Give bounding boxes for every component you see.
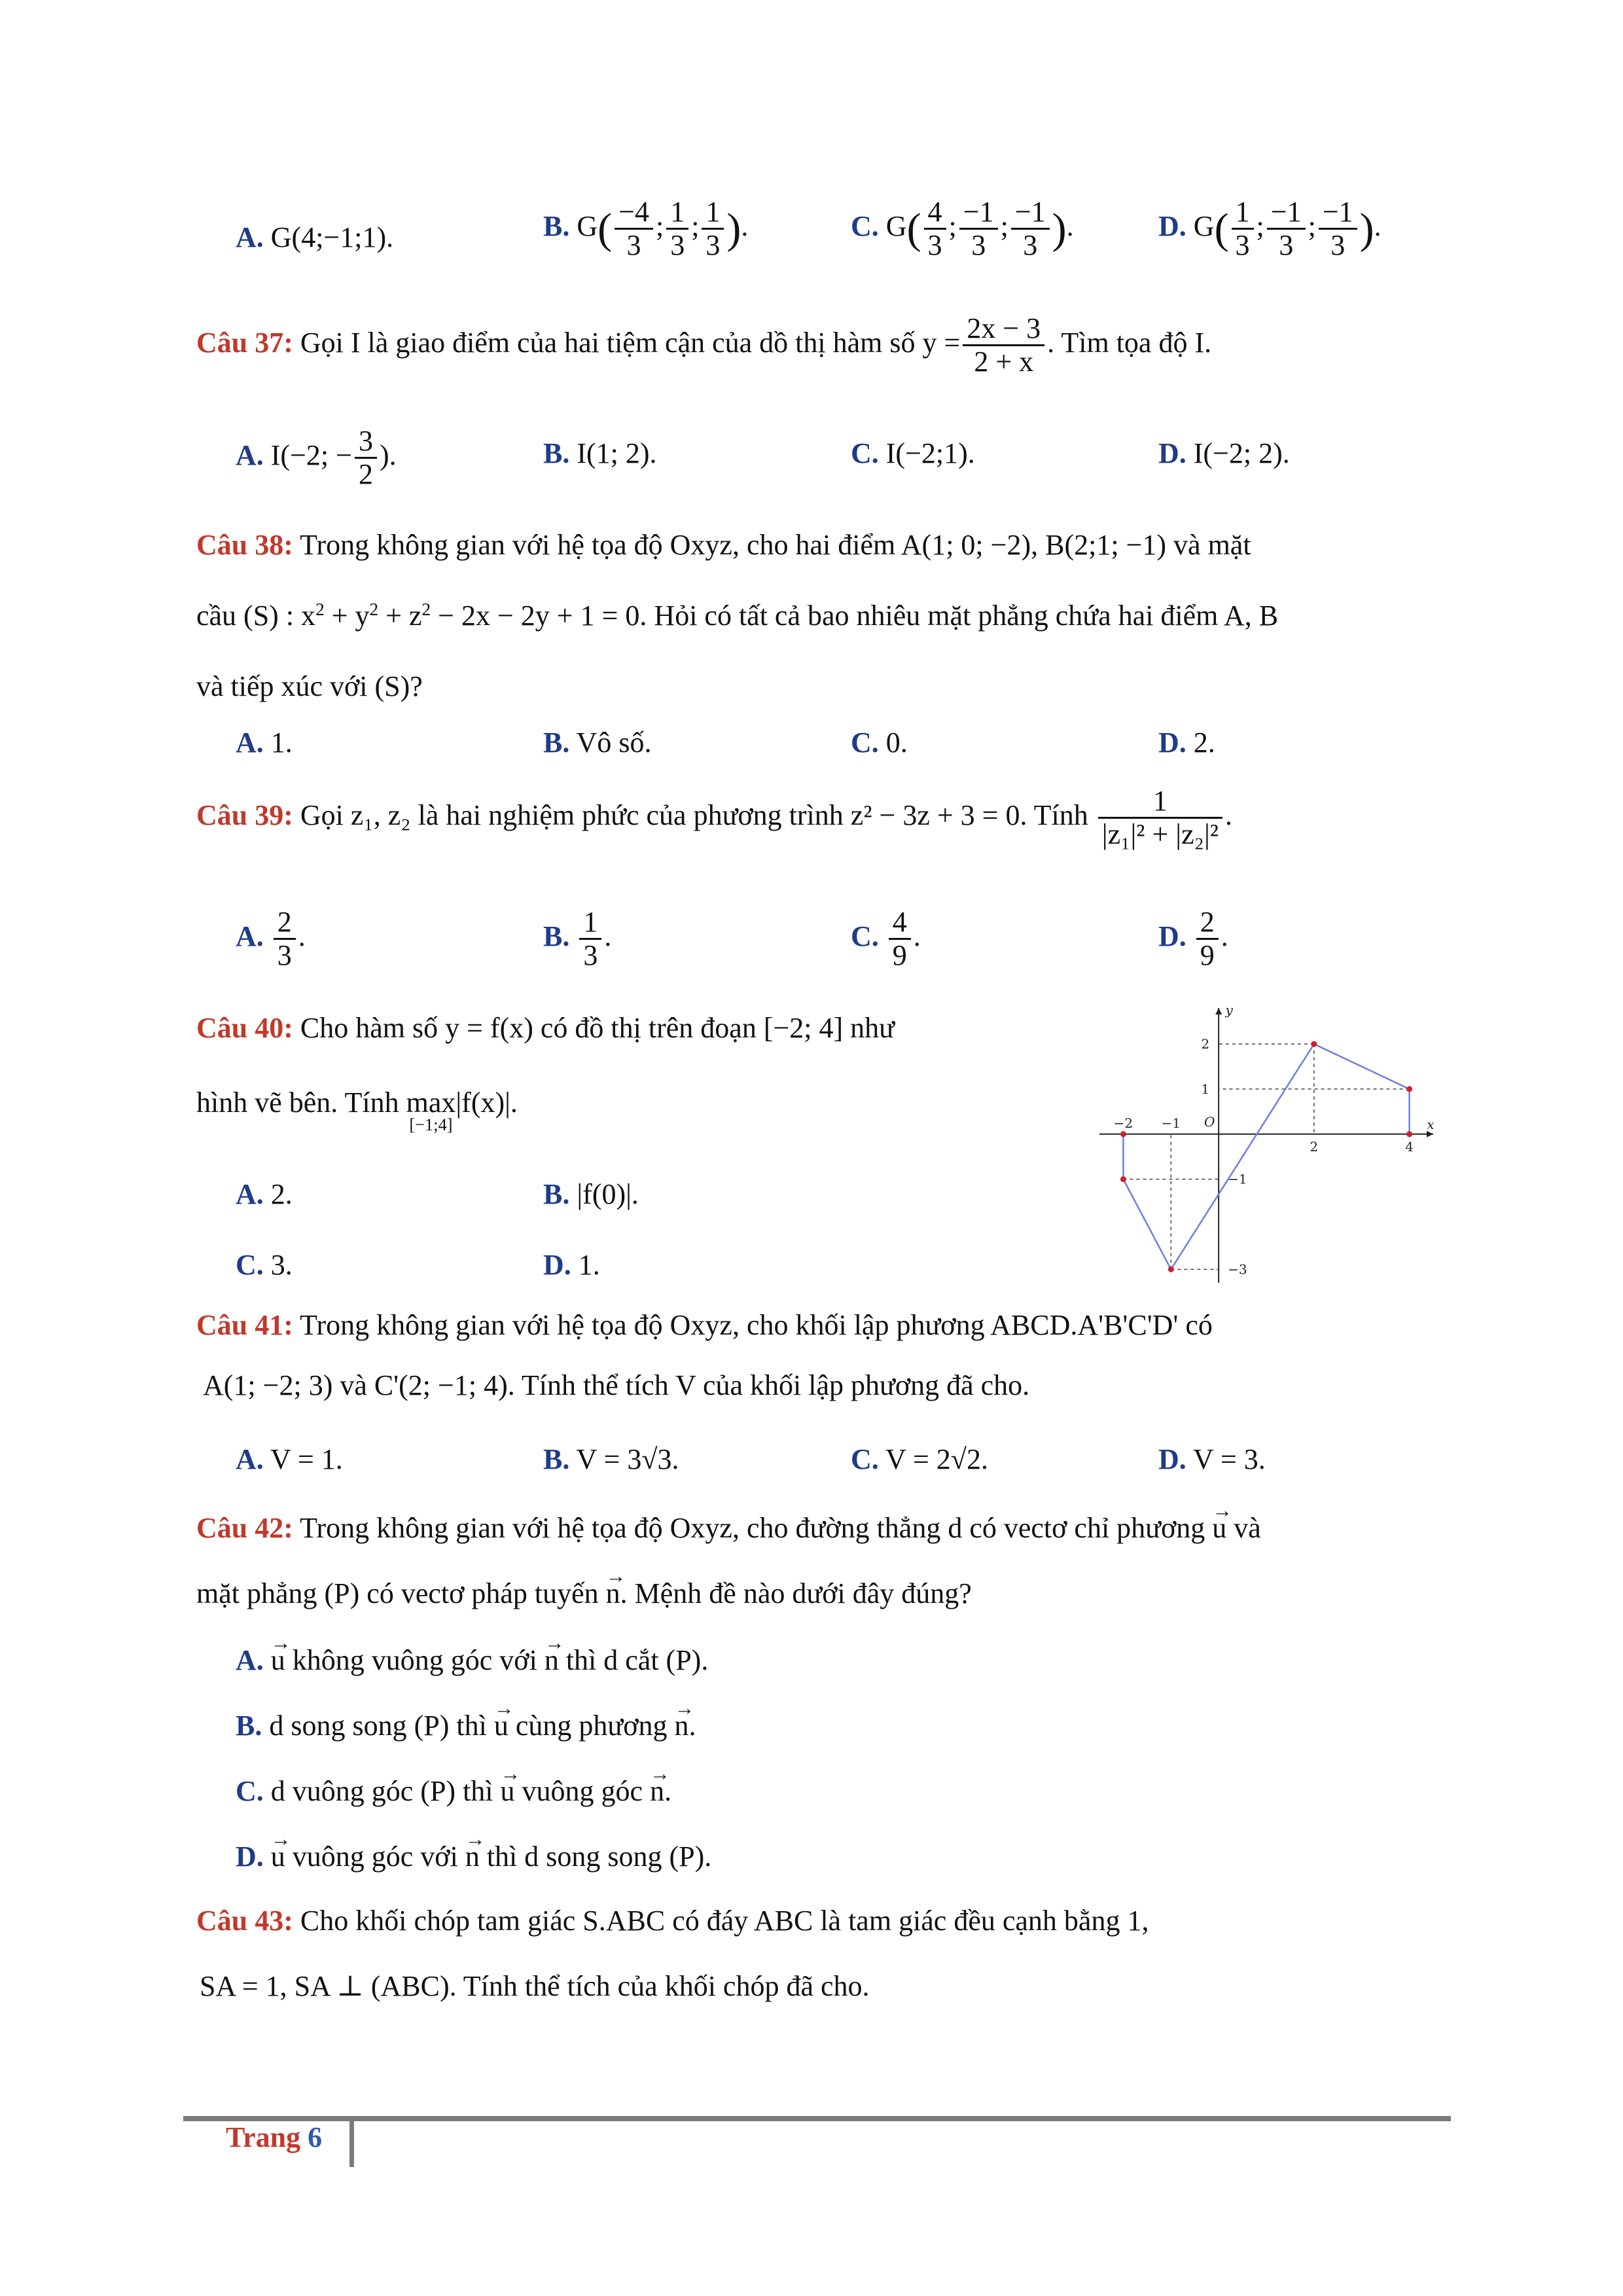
y-axis-arrow xyxy=(1215,1008,1222,1014)
function-graph xyxy=(1086,995,1453,1296)
vector-n: → n xyxy=(606,1577,620,1611)
graph-point xyxy=(1406,1086,1412,1092)
q40-line1: Câu 40: Cho hàm số y = f(x) có đồ thị trên đoạn [−2; 4] như xyxy=(196,1012,895,1044)
q39-option-c: C. $\frac{4}{9}$ . xyxy=(851,906,921,972)
option-letter: B. xyxy=(543,209,570,242)
q37-option-c: C. I(−2;1). xyxy=(851,437,975,469)
q41-option-d: D. V = 3. xyxy=(1158,1443,1266,1475)
y-tick-label: 2 xyxy=(1201,1036,1210,1052)
option-prefix: G xyxy=(577,209,598,242)
question-text: Gọi I là giao điểm của hai tiệm cận của dồ thị hàm số xyxy=(300,326,916,359)
question-label: Câu 37: xyxy=(196,326,293,359)
q40-option-b: B. |f(0)|. xyxy=(543,1178,639,1210)
q41-option-c: C. V = 2√2. xyxy=(851,1443,988,1475)
q38-line2: cầu (S) : $x^2 + y^2 + z^2 - 2x - 2y + 1 = 0$. Hỏi có tất cả bao nhiêu mặt phẳng chứa hai điểm A, B xyxy=(196,600,1279,632)
q38-option-c: C. 0. xyxy=(851,726,908,759)
q42-option-d: D. → u vuông góc với → n thì d song song (P). xyxy=(236,1840,711,1874)
q36-option-d: D. G( $\frac{1}{3}$ ; $\frac{-1}{3}$ ; $\frac{-1}{3}$ ). xyxy=(1158,196,1382,262)
q36-option-a xyxy=(236,221,393,255)
page-word: Trang xyxy=(226,2121,301,2153)
q42-line2: mặt phẳng (P) có vectơ pháp tuyến → n. Mệnh đề nào dưới đây đúng? xyxy=(196,1577,972,1611)
option-prefix: G xyxy=(1193,209,1215,242)
q38-option-b: B. Vô số. xyxy=(543,726,652,759)
q42-option-b: B. d song song (P) thì → u cùng phương → n. xyxy=(236,1710,696,1743)
option-prefix: G xyxy=(885,209,907,242)
option-text: G(4;−1;1). xyxy=(270,221,394,253)
q43-line1: Câu 43: Cho khối chóp tam giác S.ABC có đáy ABC là tam giác đều cạnh bằng 1, xyxy=(196,1905,1149,1937)
graph-point xyxy=(1311,1041,1317,1047)
q42-option-a: A. → u không vuông góc với → n thì d cắt (P). xyxy=(236,1644,708,1677)
q42-option-c: C. d vuông góc (P) thì → u vuông góc → n. xyxy=(236,1775,671,1808)
q41-option-a: A. V = 1. xyxy=(236,1443,343,1475)
x-tick-label: −2 xyxy=(1113,1115,1133,1131)
q39-option-b: B. $\frac{1}{3}$ . xyxy=(543,906,612,972)
origin-label: O xyxy=(1204,1113,1215,1130)
x-tick-label: 4 xyxy=(1405,1138,1414,1155)
graph-point xyxy=(1120,1131,1126,1137)
q42-line1: Câu 42: Trong không gian với hệ tọa độ Oxyz, cho đường thẳng d có vectơ chỉ phương → u và xyxy=(196,1512,1433,1545)
q37-stem xyxy=(196,313,1211,378)
q37-option-d: D. I(−2; 2). xyxy=(1158,437,1290,469)
footer-separator xyxy=(349,2116,354,2167)
q43-line2: SA = 1, SA ⊥ (ABC). Tính thể tích của khối chóp đã cho. xyxy=(200,1970,870,2002)
graph-point xyxy=(1120,1176,1126,1182)
expression-fraction: $\frac{1}{\text{|z₁|² + |z₂|²}}$ xyxy=(1098,785,1222,851)
page-value: 6 xyxy=(308,2121,323,2153)
x-tick-label: −1 xyxy=(1161,1115,1181,1131)
q40-option-d: D. 1. xyxy=(543,1249,600,1281)
graph-point xyxy=(1168,1266,1174,1272)
option-letter: A. xyxy=(236,221,264,253)
q41-line2: A(1; −2; 3) và C'(2; −1; 4). Tính thể tích V của khối lập phương đã cho. xyxy=(203,1369,1030,1401)
q38-option-d: D. 2. xyxy=(1158,726,1215,759)
x-axis-label: x xyxy=(1427,1116,1435,1132)
graph-point xyxy=(1406,1131,1412,1137)
q40-option-c: C. 3. xyxy=(236,1249,293,1281)
vector-u: → u xyxy=(1212,1512,1226,1545)
y-tick-label: 1 xyxy=(1201,1081,1210,1097)
x-tick-label: 2 xyxy=(1310,1138,1319,1155)
q41-line1: Câu 41: Trong không gian với hệ tọa độ Oxyz, cho khối lập phương ABCD.A'B'C'D' có xyxy=(196,1309,1213,1341)
q38-line3: và tiếp xúc với (S)? xyxy=(196,670,423,702)
q38-option-a: A. 1. xyxy=(236,726,293,759)
graph-line xyxy=(1123,1044,1409,1269)
q37-option-a: A. I(−2; − $\frac{3}{2}$ ). xyxy=(236,425,397,491)
q39-option-a: A. $\frac{2}{3}$ . xyxy=(236,906,306,972)
q38-line1: Câu 38: Trong không gian với hệ tọa độ Oxyz, cho hai điểm A(1; 0; −2), B(2;1; −1) và mặt xyxy=(196,529,1251,561)
q36-option-c: C. G( $\frac{4}{3}$ ; $\frac{-1}{3}$ ; $\frac{-1}{3}$ ). xyxy=(851,196,1074,262)
q39-option-d: D. $\frac{2}{9}$ . xyxy=(1158,906,1228,972)
y-tick-label: −3 xyxy=(1228,1261,1247,1278)
option-letter: D. xyxy=(1158,209,1186,242)
y-axis-label: y xyxy=(1225,1002,1233,1018)
q36-option-b: B. G( $\frac{-4}{3}$ ; $\frac{1}{3}$ ; $\frac{1}{3}$ ). xyxy=(543,196,749,262)
q41-option-b: B. V = 3√3. xyxy=(543,1443,679,1475)
option-letter: C. xyxy=(851,209,879,242)
q40-option-a: A. 2. xyxy=(236,1178,293,1210)
page-number xyxy=(226,2121,322,2154)
question-text-after: . Tìm tọa độ I. xyxy=(1047,326,1212,359)
y-tick-label: −1 xyxy=(1228,1171,1247,1187)
function-fraction: $\frac{2x - 3}{2 + x}$ xyxy=(963,313,1044,378)
footer-rule xyxy=(183,2116,1451,2121)
q39-stem: Câu 39: Gọi z₁, z₂ là hai nghiệm phức của phương trình z² − 3z + 3 = 0. Tính $\frac{1}{\text{|z₁|² + |z₂|²}}$ . xyxy=(196,785,1232,851)
q40-line2: hình vẽ bên. Tính max [−1;4] |f(x)|. xyxy=(196,1086,518,1134)
function-lhs: y = xyxy=(922,326,961,359)
q37-option-b: B. I(1; 2). xyxy=(543,437,657,469)
